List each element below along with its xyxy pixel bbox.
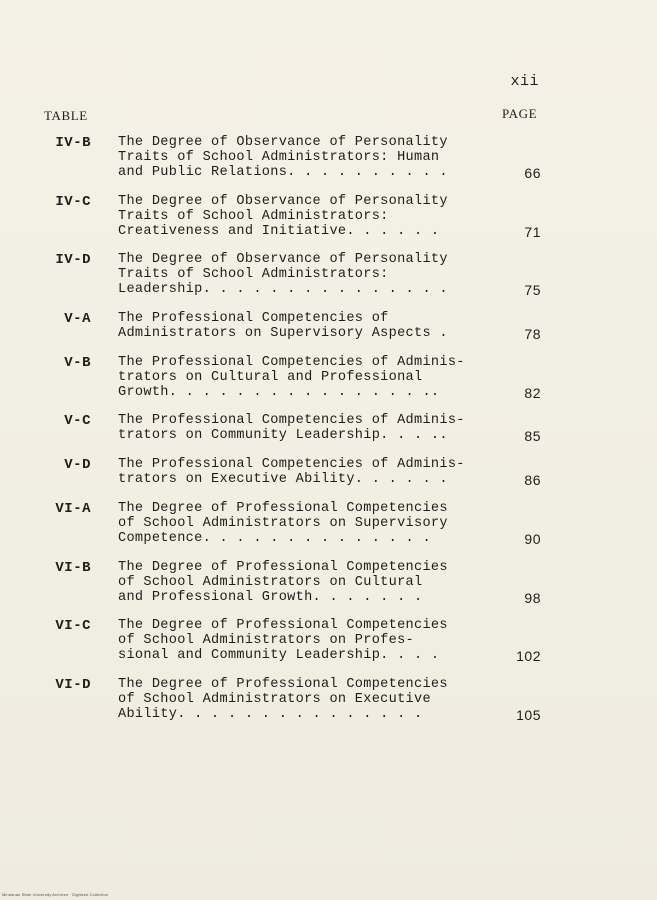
list-item — [0, 252, 657, 311]
page-column-header: PAGE — [502, 106, 538, 121]
table-column-header: TABLE — [44, 108, 88, 123]
table-page-number: 75 — [524, 282, 541, 298]
table-title: The Professional Competencies of Adminis- trators on Community Leadership. . . .. — [118, 413, 465, 443]
list-item — [0, 413, 657, 457]
table-page-number: 98 — [524, 589, 541, 606]
list-of-tables — [0, 135, 657, 735]
list-item — [0, 618, 657, 677]
list-item — [0, 135, 657, 194]
archive-stamp: Mindanao State University Archives · Digitized Collection — [2, 892, 109, 897]
table-id: IV-C — [55, 193, 91, 210]
table-page-number: 85 — [524, 428, 541, 444]
table-page-number: 90 — [524, 531, 541, 547]
table-title: The Professional Competencies of Adminis- trators on Executive Ability. . . . . . — [118, 457, 465, 487]
table-page-number: 66 — [524, 165, 541, 181]
list-item — [0, 311, 657, 355]
table-id: V-A — [64, 310, 91, 327]
list-item — [0, 560, 657, 619]
table-title: The Degree of Observance of Personality Traits of School Administrators: Human and Public Relations. . . . . . . . . . — [118, 135, 448, 180]
table-id: VI-A — [55, 501, 91, 517]
list-item — [0, 501, 657, 560]
table-page-number: 86 — [524, 472, 541, 488]
list-item — [0, 355, 657, 414]
table-title: The Degree of Professional Competencies of School Administrators on Profes- sional and Community Leadership. . . . — [118, 618, 448, 663]
table-title: The Degree of Observance of Personality Traits of School Administrators: Leadership. . . . . . . . . . . . . . . — [118, 252, 448, 297]
table-id: VI-C — [55, 618, 91, 634]
list-item — [0, 194, 657, 253]
table-id: V-B — [64, 354, 91, 371]
table-id: V-D — [64, 457, 91, 473]
table-id: IV-D — [55, 252, 91, 268]
table-title: The Degree of Professional Competencies of School Administrators on Executive Ability. . . . . . . . . . . . . . . — [118, 676, 448, 722]
list-item — [0, 457, 657, 501]
table-id: VI-B — [55, 559, 91, 576]
page-number: xii — [510, 73, 539, 90]
table-page-number: 102 — [516, 648, 541, 664]
table-id: IV-B — [55, 135, 91, 151]
table-title: The Professional Competencies of Administrators on Supervisory Aspects . — [118, 310, 448, 341]
table-page-number: 105 — [516, 706, 541, 723]
table-page-number: 78 — [524, 325, 541, 342]
table-title: The Professional Competencies of Adminis- trators on Cultural and Professional Growth. . . . . . . . . . . . . . . .. — [118, 354, 465, 400]
table-id: VI-D — [55, 676, 91, 693]
table-title: The Degree of Professional Competencies of School Administrators on Supervisory Competence. . . . . . . . . . . . . . — [118, 501, 448, 546]
list-item — [0, 677, 657, 736]
table-id: V-C — [64, 413, 91, 429]
table-title: The Degree of Observance of Personality Traits of School Administrators: Creativeness and Initiative. . . . . . — [118, 193, 448, 239]
table-page-number: 71 — [524, 223, 541, 240]
table-page-number: 82 — [524, 384, 541, 401]
table-title: The Degree of Professional Competencies of School Administrators on Cultural and Professional Growth. . . . . . . — [118, 559, 448, 605]
